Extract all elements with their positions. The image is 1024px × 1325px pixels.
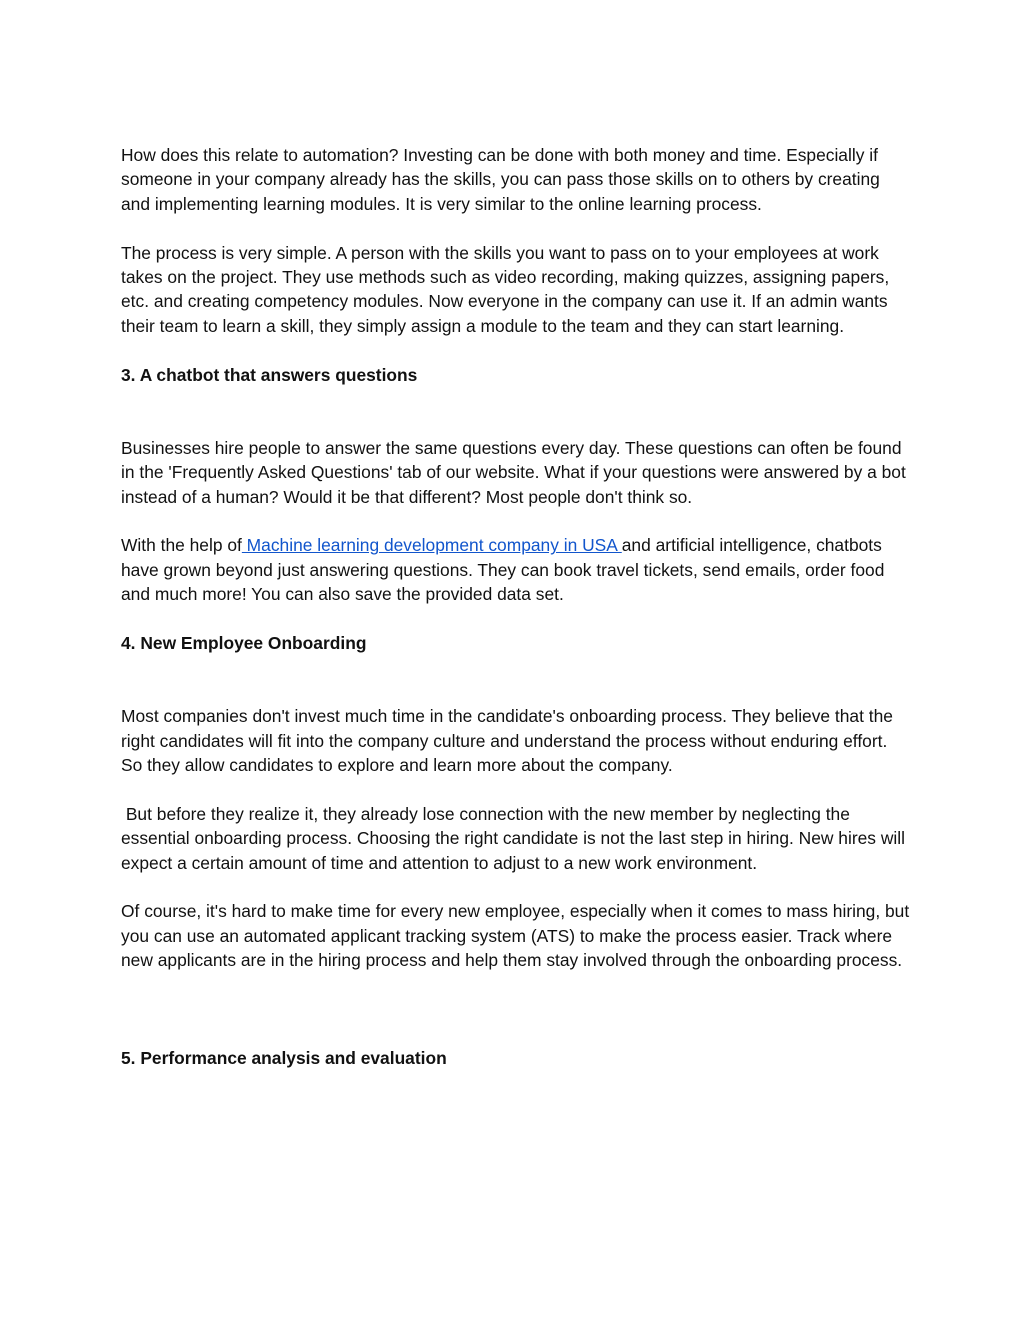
paragraph-chatbot-ml: [121, 533, 911, 606]
paragraph-chatbot-ml-lead: With the help of: [121, 535, 242, 556]
paragraph-faq-bot: Businesses hire people to answer the same questions every day. These questions can often be found in the 'Frequently Asked Questions' tab of our website. What if your questions were answered by a bot instead of a human? Would it be that different? Most people don't think so.: [121, 437, 906, 507]
paragraph-onboarding-investment: Most companies don't invest much time in the candidate's onboarding process. They believe that the right candidates will fit into the company culture and understand the process without enduring effort. So they allow candidates to explore and learn more about the company.: [121, 706, 893, 776]
paragraph-automation-investing: How does this relate to automation? Investing can be done with both money and time. Especially if someone in your company already has the skills, you can pass those skills on to others by creating and implementing learning modules. It is very similar to the online learning process.: [121, 145, 880, 214]
paragraph-ats: Of course, it's hard to make time for every new employee, especially when it comes to mass hiring, but you can use an automated applicant tracking system (ATS) to make the process easier. Track where new applicants are in the hiring process and help them stay involved through the onboarding process.: [121, 901, 910, 971]
section-spacer: [121, 997, 911, 1046]
document-page: [121, 143, 911, 1070]
paragraph-learning-modules: The process is very simple. A person with the skills you want to pass on to your employees at work takes on the project. They use methods such as video recording, making quizzes, assigning papers, etc. and creating competency modules. Now everyone in the company can use it. If an admin wants their team to learn a skill, they simply assign a module to the team and they can start learning.: [121, 242, 890, 336]
paragraph-chatbot-ml-tail: and artificial intelligence, chatbots have grown beyond just answering questions. They can book travel tickets, send emails, order food and much more! You can also save the provided data set.: [121, 535, 885, 605]
heading-chatbot: 3. A chatbot that answers questions: [121, 364, 418, 385]
ml-development-link[interactable]: Machine learning development company in USA: [241, 535, 622, 556]
heading-performance: 5. Performance analysis and evaluation: [121, 1047, 447, 1068]
paragraph-onboarding-connection: But before they realize it, they already lose connection with the new member by neglecting the essential onboarding process. Choosing the right candidate is not the last step in hiring. New hires will expect a certain amount of time and attention to adjust to a new work environment.: [121, 803, 905, 873]
heading-onboarding: 4. New Employee Onboarding: [121, 633, 367, 654]
